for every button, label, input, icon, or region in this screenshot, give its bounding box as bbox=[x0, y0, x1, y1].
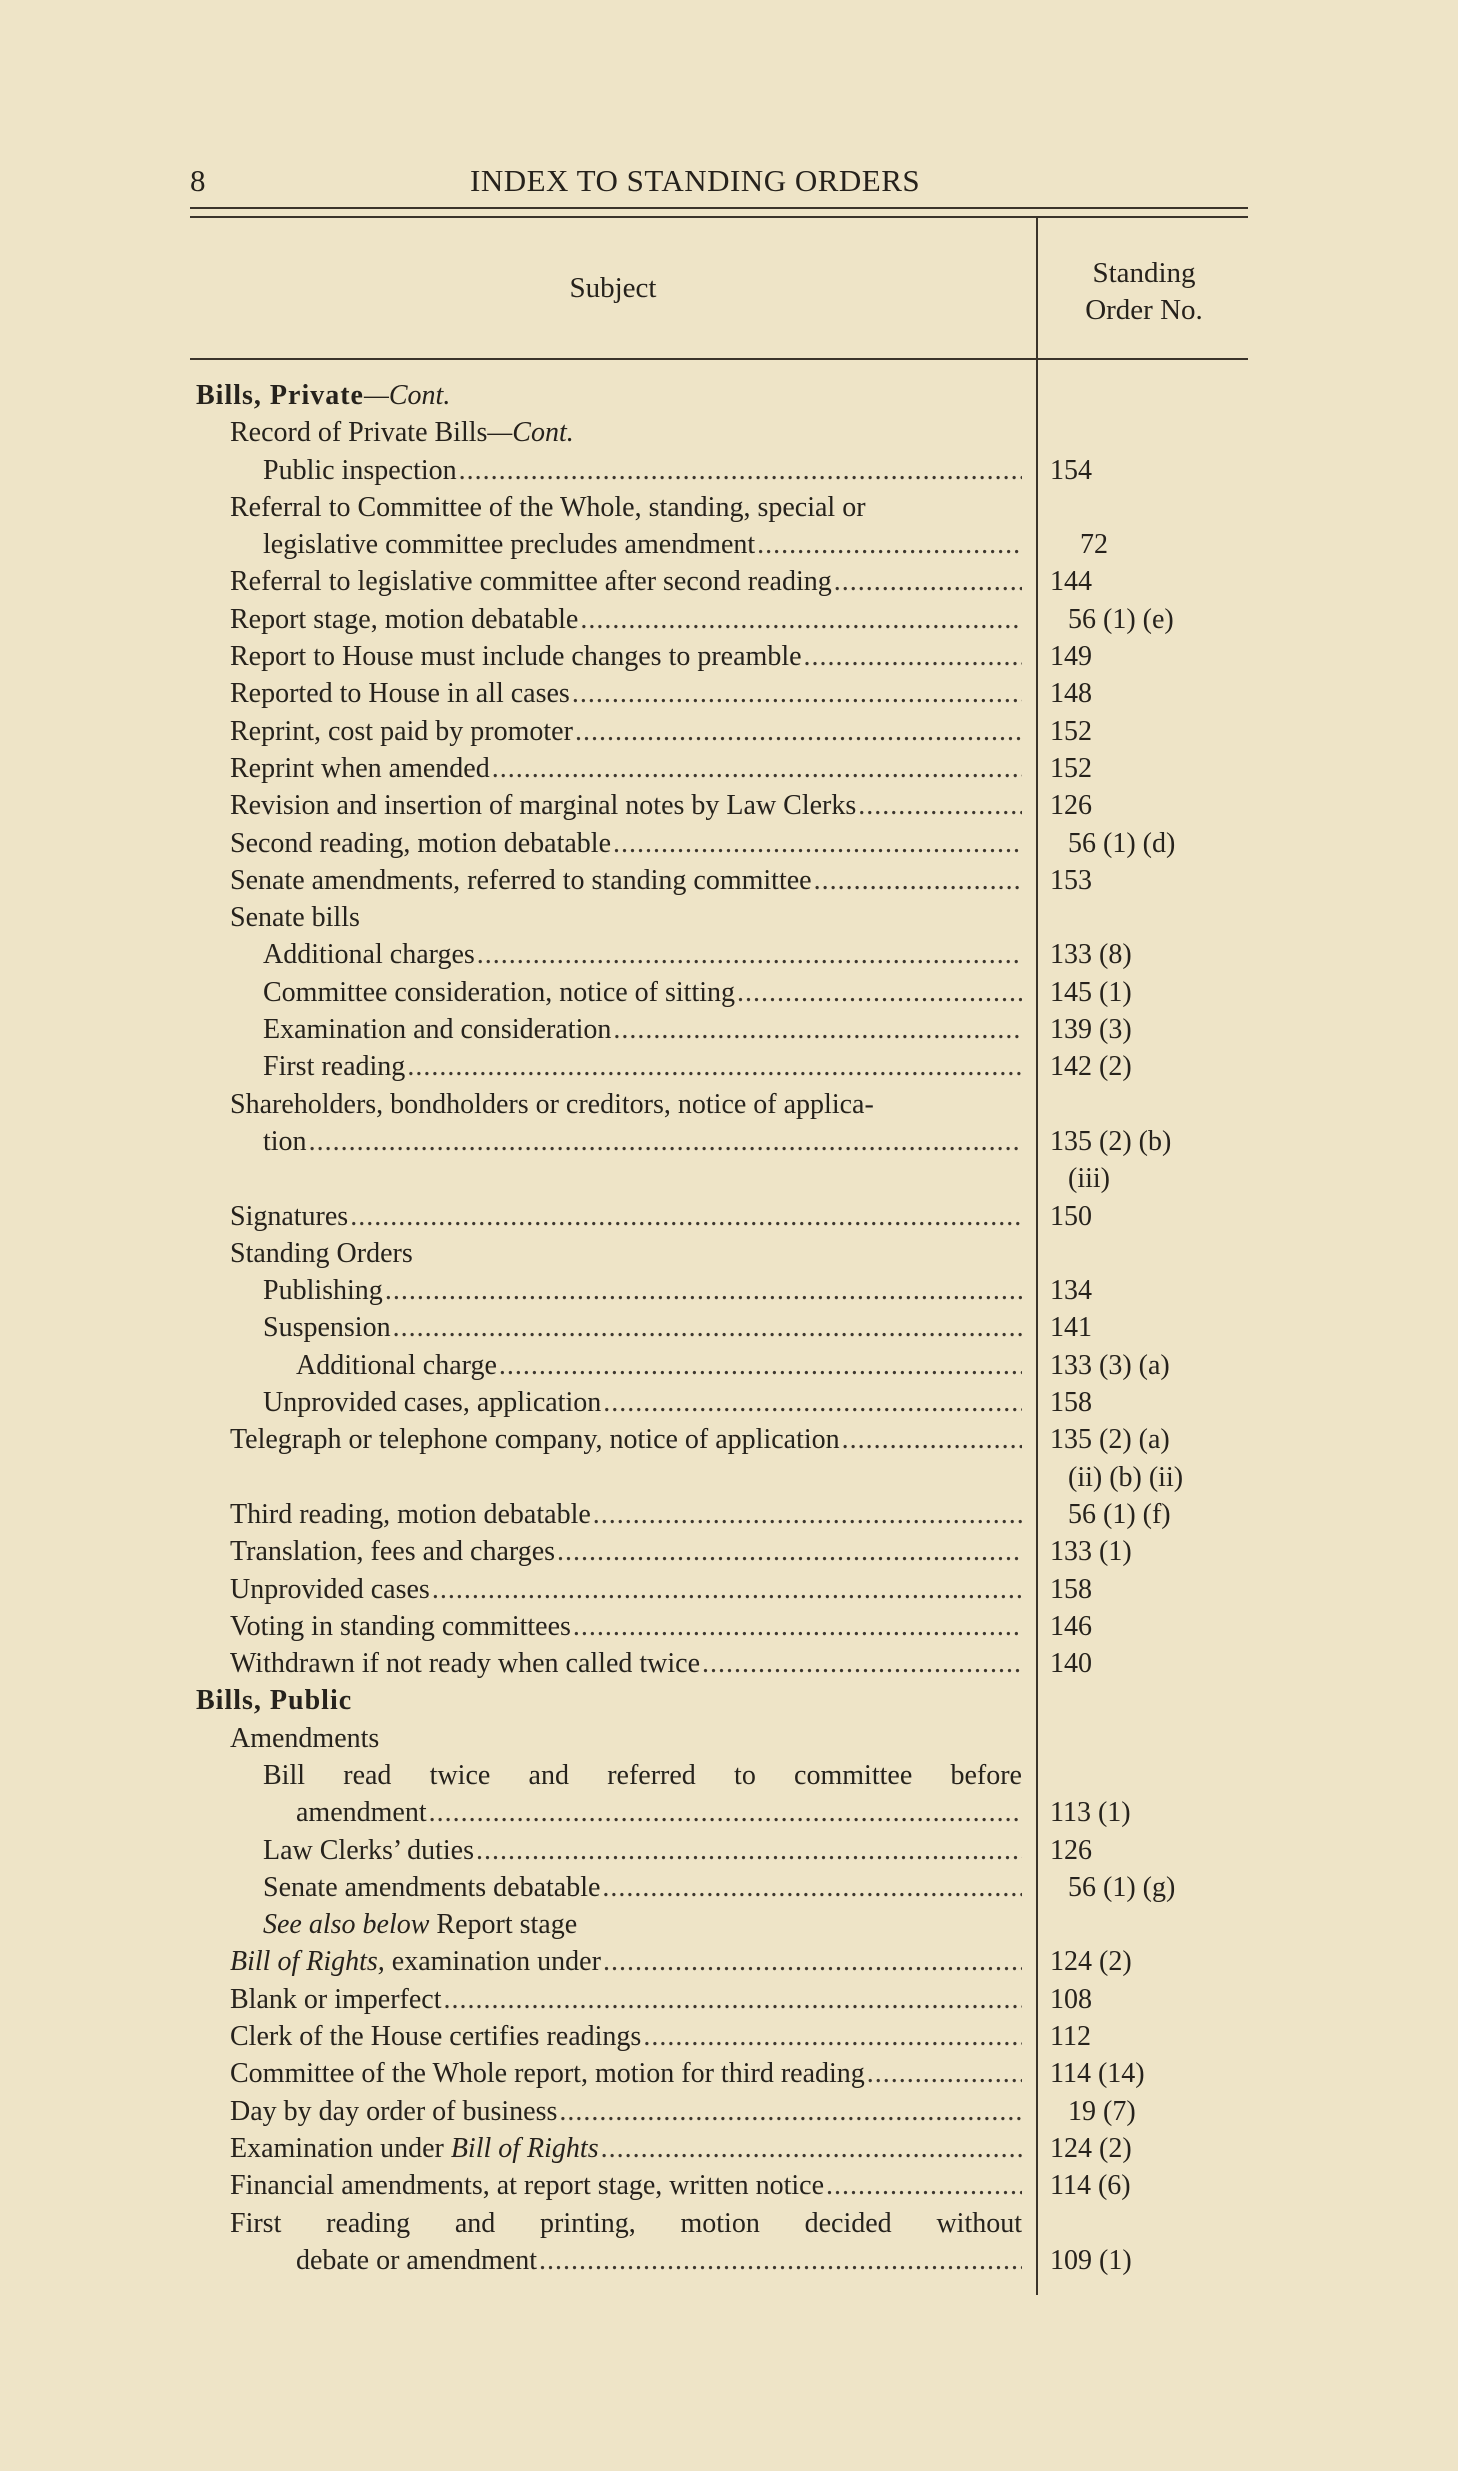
entry-standing-order-number: 112 bbox=[1050, 2021, 1091, 2053]
column-header-standing-order bbox=[1040, 255, 1248, 329]
entry-text: Committee consideration, notice of sitting bbox=[263, 976, 736, 1008]
entry-subject bbox=[296, 1347, 1022, 1384]
entry-standing-order-number: (iii) bbox=[1068, 1163, 1110, 1195]
entry-standing-order-number: 154 bbox=[1050, 454, 1092, 486]
entry-text: Public inspection bbox=[263, 454, 457, 486]
index-entry bbox=[0, 1048, 1458, 1085]
entry-subject bbox=[230, 1496, 1022, 1533]
entry-text: Telegraph or telephone company, notice of application bbox=[230, 1424, 840, 1456]
entry-standing-order-number: 124 (2) bbox=[1050, 2132, 1132, 2164]
entry-subject bbox=[230, 2130, 1022, 2167]
entry-text: Bills, Public bbox=[196, 1685, 353, 1717]
entry-text: First reading and printing, motion decided without bbox=[230, 2207, 1022, 2239]
entry-subject bbox=[263, 1160, 1022, 1197]
entry-text: Examination and consideration bbox=[263, 1014, 612, 1046]
entry-text: Referral to legislative committee after second reading bbox=[230, 566, 832, 598]
entry-subject bbox=[230, 1981, 1022, 2018]
index-entry bbox=[0, 2018, 1458, 2055]
entry-standing-order-number: 56 (1) (d) bbox=[1068, 827, 1176, 859]
dot-leader bbox=[603, 1943, 1022, 1980]
index-entry bbox=[0, 787, 1458, 824]
index-entry bbox=[0, 1906, 1458, 1943]
entry-standing-order-number: 19 (7) bbox=[1068, 2095, 1136, 2127]
index-entry bbox=[0, 1533, 1458, 1570]
dot-leader bbox=[477, 936, 1022, 973]
entry-text: Day by day order of business bbox=[230, 2095, 558, 2127]
entry-subject bbox=[230, 1645, 1022, 1682]
entry-subject bbox=[263, 1869, 1022, 1906]
dot-leader bbox=[539, 2242, 1022, 2279]
entry-subject bbox=[230, 1943, 1022, 1980]
entry-standing-order-number: 152 bbox=[1050, 752, 1092, 784]
entry-standing-order-number: 146 bbox=[1050, 1610, 1092, 1642]
entry-subject bbox=[196, 377, 1022, 414]
index-entry bbox=[0, 2130, 1458, 2167]
index-entry bbox=[0, 2167, 1458, 2204]
index-entry bbox=[0, 601, 1458, 638]
entry-text: Amendments bbox=[230, 1722, 380, 1754]
index-entry bbox=[0, 1608, 1458, 1645]
entry-text: Referral to Committee of the Whole, standing, special or bbox=[230, 491, 866, 523]
index-entry bbox=[0, 2205, 1458, 2242]
index-entry bbox=[0, 1384, 1458, 1421]
dot-leader bbox=[572, 675, 1022, 712]
column-header-rule bbox=[190, 358, 1248, 360]
index-entry bbox=[0, 1347, 1458, 1384]
entry-text: Suspension bbox=[263, 1312, 391, 1344]
entry-subject bbox=[230, 601, 1022, 638]
entry-text: legislative committee precludes amendment bbox=[263, 529, 756, 561]
entry-subject bbox=[230, 2205, 1022, 2242]
entry-text: Additional charge bbox=[296, 1349, 497, 1381]
index-entry bbox=[0, 414, 1458, 451]
entry-standing-order-number: 142 (2) bbox=[1050, 1051, 1132, 1083]
entry-subject bbox=[263, 1906, 1022, 1943]
entry-subject bbox=[263, 1832, 1022, 1869]
entry-text: Withdrawn if not ready when called twice bbox=[230, 1648, 701, 1680]
entry-standing-order-number: 114 (6) bbox=[1050, 2170, 1131, 2202]
dot-leader bbox=[557, 1533, 1022, 1570]
entry-standing-order-number: 149 bbox=[1050, 641, 1092, 673]
entry-subject bbox=[230, 2018, 1022, 2055]
entry-subject bbox=[230, 2093, 1022, 2130]
dot-leader bbox=[407, 1048, 1022, 1085]
entry-continued: —Cont. bbox=[487, 417, 574, 449]
index-entry bbox=[0, 1757, 1458, 1794]
entry-subject bbox=[263, 1048, 1022, 1085]
entry-text: tion bbox=[263, 1125, 307, 1157]
entry-subject bbox=[263, 936, 1022, 973]
entry-subject bbox=[230, 1086, 1022, 1123]
entry-standing-order-number: 148 bbox=[1050, 678, 1092, 710]
entry-subject bbox=[263, 1011, 1022, 1048]
entry-text: Additional charges bbox=[263, 939, 475, 971]
dot-leader bbox=[858, 787, 1022, 824]
dot-leader bbox=[643, 2018, 1022, 2055]
index-entry bbox=[0, 1981, 1458, 2018]
entry-subject bbox=[230, 787, 1022, 824]
index-entry bbox=[0, 1496, 1458, 1533]
entry-standing-order-number: 153 bbox=[1050, 864, 1092, 896]
dot-leader bbox=[757, 526, 1022, 563]
column-header-line: Order No. bbox=[1085, 294, 1203, 326]
entry-standing-order-number: 72 bbox=[1080, 529, 1108, 561]
entry-standing-order-number: 158 bbox=[1050, 1387, 1092, 1419]
entry-standing-order-number: 133 (3) (a) bbox=[1050, 1349, 1170, 1381]
entry-standing-order-number: 135 (2) (b) bbox=[1050, 1125, 1172, 1157]
dot-leader bbox=[601, 2130, 1022, 2167]
entry-italic-text: Bill of Rights, bbox=[230, 1946, 385, 1978]
entry-text: Law Clerks’ duties bbox=[263, 1834, 474, 1866]
page-number: 8 bbox=[190, 163, 206, 198]
header-rule bbox=[190, 207, 1248, 209]
dot-leader bbox=[309, 1123, 1022, 1160]
column-header-line: Standing bbox=[1092, 257, 1196, 289]
entry-subject bbox=[230, 2167, 1022, 2204]
dot-leader bbox=[575, 713, 1022, 750]
entry-text: Bills, Private bbox=[196, 380, 364, 411]
entry-text: Second reading, motion debatable bbox=[230, 827, 611, 859]
entry-text: Bill read twice and referred to committee before bbox=[263, 1759, 1022, 1791]
entry-text: Voting in standing committees bbox=[230, 1610, 571, 1642]
dot-leader bbox=[459, 452, 1022, 489]
entry-text: Reprint when amended bbox=[230, 752, 490, 784]
entry-text: Record of Private Bills bbox=[230, 417, 488, 449]
index-entry bbox=[0, 526, 1458, 563]
dot-leader bbox=[443, 1981, 1022, 2018]
entry-text: Report stage bbox=[429, 1909, 578, 1941]
dot-leader bbox=[476, 1832, 1022, 1869]
entry-subject bbox=[230, 713, 1022, 750]
entry-text: Publishing bbox=[263, 1275, 383, 1307]
entry-subject bbox=[230, 675, 1022, 712]
index-entry bbox=[0, 750, 1458, 787]
entry-standing-order-number: 56 (1) (g) bbox=[1068, 1871, 1176, 1903]
index-entry bbox=[0, 1459, 1458, 1496]
entry-text: Third reading, motion debatable bbox=[230, 1498, 591, 1530]
index-entry bbox=[0, 2093, 1458, 2130]
entry-subject bbox=[230, 2055, 1022, 2092]
index-entry bbox=[0, 862, 1458, 899]
dot-leader bbox=[602, 1869, 1022, 1906]
dot-leader bbox=[593, 1496, 1022, 1533]
dot-leader bbox=[393, 1309, 1022, 1346]
entry-standing-order-number: 134 bbox=[1050, 1275, 1092, 1307]
index-entry bbox=[0, 1943, 1458, 1980]
entry-text: Senate amendments debatable bbox=[263, 1871, 601, 1903]
entry-continued: —Cont. bbox=[363, 380, 451, 411]
entry-text: Revision and insertion of marginal notes by Law Clerks bbox=[230, 790, 857, 822]
dot-leader bbox=[603, 1384, 1022, 1421]
entry-standing-order-number: 145 (1) bbox=[1050, 976, 1132, 1008]
entry-subject bbox=[230, 1421, 1022, 1458]
entry-text: Report stage, motion debatable bbox=[230, 603, 579, 635]
entry-text: Financial amendments, at report stage, written notice bbox=[230, 2170, 825, 2202]
entry-standing-order-number: 126 bbox=[1050, 1834, 1092, 1866]
dot-leader bbox=[804, 638, 1022, 675]
index-entry bbox=[0, 1123, 1458, 1160]
index-entry bbox=[0, 974, 1458, 1011]
entry-standing-order-number: 150 bbox=[1050, 1200, 1092, 1232]
entry-subject bbox=[263, 526, 1022, 563]
index-entry bbox=[0, 1421, 1458, 1458]
entry-subject bbox=[230, 1608, 1022, 1645]
index-entry bbox=[0, 1869, 1458, 1906]
entry-subject bbox=[230, 1571, 1022, 1608]
entry-subject bbox=[263, 452, 1022, 489]
index-entry bbox=[0, 1086, 1458, 1123]
dot-leader bbox=[432, 1571, 1022, 1608]
index-entry bbox=[0, 1720, 1458, 1757]
dot-leader bbox=[350, 1198, 1022, 1235]
entry-standing-order-number: 56 (1) (f) bbox=[1068, 1498, 1171, 1530]
entry-text: Senate amendments, referred to standing committee bbox=[230, 864, 812, 896]
entry-subject bbox=[230, 862, 1022, 899]
index-entry bbox=[0, 2055, 1458, 2092]
entry-text: Blank or imperfect bbox=[230, 1983, 442, 2015]
entry-text: Clerk of the House certifies readings bbox=[230, 2021, 642, 2053]
entry-text: Unprovided cases bbox=[230, 1573, 430, 1605]
dot-leader bbox=[842, 1421, 1022, 1458]
entry-standing-order-number: 135 (2) (a) bbox=[1050, 1424, 1170, 1456]
entry-subject bbox=[230, 1235, 1022, 1272]
entry-subject bbox=[230, 1533, 1022, 1570]
index-entry bbox=[0, 563, 1458, 600]
index-entry bbox=[0, 713, 1458, 750]
entry-subject bbox=[230, 750, 1022, 787]
entry-standing-order-number: 133 (8) bbox=[1050, 939, 1132, 971]
entry-text: Translation, fees and charges bbox=[230, 1536, 556, 1568]
entry-subject bbox=[230, 1198, 1022, 1235]
entry-text: debate or amendment bbox=[296, 2244, 538, 2276]
entry-standing-order-number: 140 bbox=[1050, 1648, 1092, 1680]
entry-subject bbox=[263, 1272, 1022, 1309]
entry-text: Shareholders, bondholders or creditors, notice of applica- bbox=[230, 1088, 874, 1120]
index-entry bbox=[0, 899, 1458, 936]
dot-leader bbox=[814, 862, 1022, 899]
entry-standing-order-number: 158 bbox=[1050, 1573, 1092, 1605]
entry-text: Reprint, cost paid by promoter bbox=[230, 715, 573, 747]
entry-text: amendment bbox=[296, 1797, 427, 1829]
entry-text: Unprovided cases, application bbox=[263, 1387, 602, 1419]
entry-text: Reported to House in all cases bbox=[230, 678, 570, 710]
entry-subject bbox=[230, 899, 1022, 936]
entry-subject bbox=[230, 414, 1022, 451]
index-entry bbox=[0, 2242, 1458, 2279]
dot-leader bbox=[559, 2093, 1022, 2130]
dot-leader bbox=[613, 1011, 1022, 1048]
entry-standing-order-number: 114 (14) bbox=[1050, 2058, 1145, 2090]
index-entry bbox=[0, 825, 1458, 862]
dot-leader bbox=[385, 1272, 1022, 1309]
dot-leader bbox=[499, 1347, 1022, 1384]
dot-leader bbox=[826, 2167, 1022, 2204]
dot-leader bbox=[702, 1645, 1022, 1682]
entry-text: examination under bbox=[384, 1946, 601, 1978]
entry-standing-order-number: 124 (2) bbox=[1050, 1946, 1132, 1978]
running-title: INDEX TO STANDING ORDERS bbox=[470, 163, 921, 198]
index-entry bbox=[0, 638, 1458, 675]
entry-subject bbox=[230, 638, 1022, 675]
index-entry bbox=[0, 936, 1458, 973]
index-entry bbox=[0, 1682, 1458, 1719]
index-entry bbox=[0, 1794, 1458, 1831]
dot-leader bbox=[573, 1608, 1022, 1645]
index-entry bbox=[0, 1309, 1458, 1346]
dot-leader bbox=[580, 601, 1022, 638]
entry-subject bbox=[263, 1123, 1022, 1160]
dot-leader bbox=[737, 974, 1022, 1011]
dot-leader bbox=[834, 563, 1022, 600]
dot-leader bbox=[867, 2055, 1022, 2092]
entry-standing-order-number: 141 bbox=[1050, 1312, 1092, 1344]
entry-subject bbox=[263, 1384, 1022, 1421]
entry-standing-order-number: 113 (1) bbox=[1050, 1797, 1131, 1829]
entry-subject bbox=[263, 974, 1022, 1011]
entry-standing-order-number: 152 bbox=[1050, 715, 1092, 747]
entry-text: Report to House must include changes to preamble bbox=[230, 641, 802, 673]
entry-text: Standing Orders bbox=[230, 1237, 413, 1269]
entry-subject bbox=[230, 489, 1022, 526]
index-entry bbox=[0, 1571, 1458, 1608]
index-entry bbox=[0, 1645, 1458, 1682]
entry-subject bbox=[196, 1682, 1022, 1719]
entry-text: Examination under bbox=[230, 2132, 451, 2164]
entry-standing-order-number: 144 bbox=[1050, 566, 1092, 598]
page-header bbox=[190, 163, 1248, 207]
entry-standing-order-number: 56 (1) (e) bbox=[1068, 603, 1174, 635]
entry-text: Senate bills bbox=[230, 902, 360, 934]
index-entry bbox=[0, 1832, 1458, 1869]
entry-subject bbox=[230, 1720, 1022, 1757]
index-entry bbox=[0, 377, 1458, 414]
index-entry bbox=[0, 489, 1458, 526]
entry-subject bbox=[230, 563, 1022, 600]
entry-subject bbox=[296, 2242, 1022, 2279]
column-header-subject: Subject bbox=[569, 272, 657, 304]
entry-subject bbox=[263, 1459, 1022, 1496]
index-entries bbox=[0, 377, 1458, 2279]
dot-leader bbox=[613, 825, 1022, 862]
index-entry bbox=[0, 1272, 1458, 1309]
entry-italic-text: See also below bbox=[263, 1909, 430, 1941]
entry-standing-order-number: 126 bbox=[1050, 790, 1092, 822]
header-rule bbox=[190, 216, 1248, 218]
entry-text: First reading bbox=[263, 1051, 406, 1083]
index-entry bbox=[0, 1235, 1458, 1272]
index-entry bbox=[0, 675, 1458, 712]
entry-subject bbox=[296, 1794, 1022, 1831]
entry-standing-order-number: 139 (3) bbox=[1050, 1014, 1132, 1046]
entry-standing-order-number: 133 (1) bbox=[1050, 1536, 1132, 1568]
entry-text: Committee of the Whole report, motion for third reading bbox=[230, 2058, 865, 2090]
index-entry bbox=[0, 1198, 1458, 1235]
dot-leader bbox=[492, 750, 1022, 787]
entry-subject bbox=[230, 825, 1022, 862]
entry-subject bbox=[263, 1309, 1022, 1346]
entry-subject bbox=[263, 1757, 1022, 1794]
entry-italic-text: Bill of Rights bbox=[450, 2132, 599, 2164]
index-entry bbox=[0, 452, 1458, 489]
entry-standing-order-number: 108 bbox=[1050, 1983, 1092, 2015]
dot-leader bbox=[429, 1794, 1022, 1831]
index-entry bbox=[0, 1011, 1458, 1048]
entry-standing-order-number: (ii) (b) (ii) bbox=[1068, 1461, 1184, 1493]
index-entry bbox=[0, 1160, 1458, 1197]
entry-standing-order-number: 109 (1) bbox=[1050, 2244, 1132, 2276]
entry-text: Signatures bbox=[230, 1200, 349, 1232]
